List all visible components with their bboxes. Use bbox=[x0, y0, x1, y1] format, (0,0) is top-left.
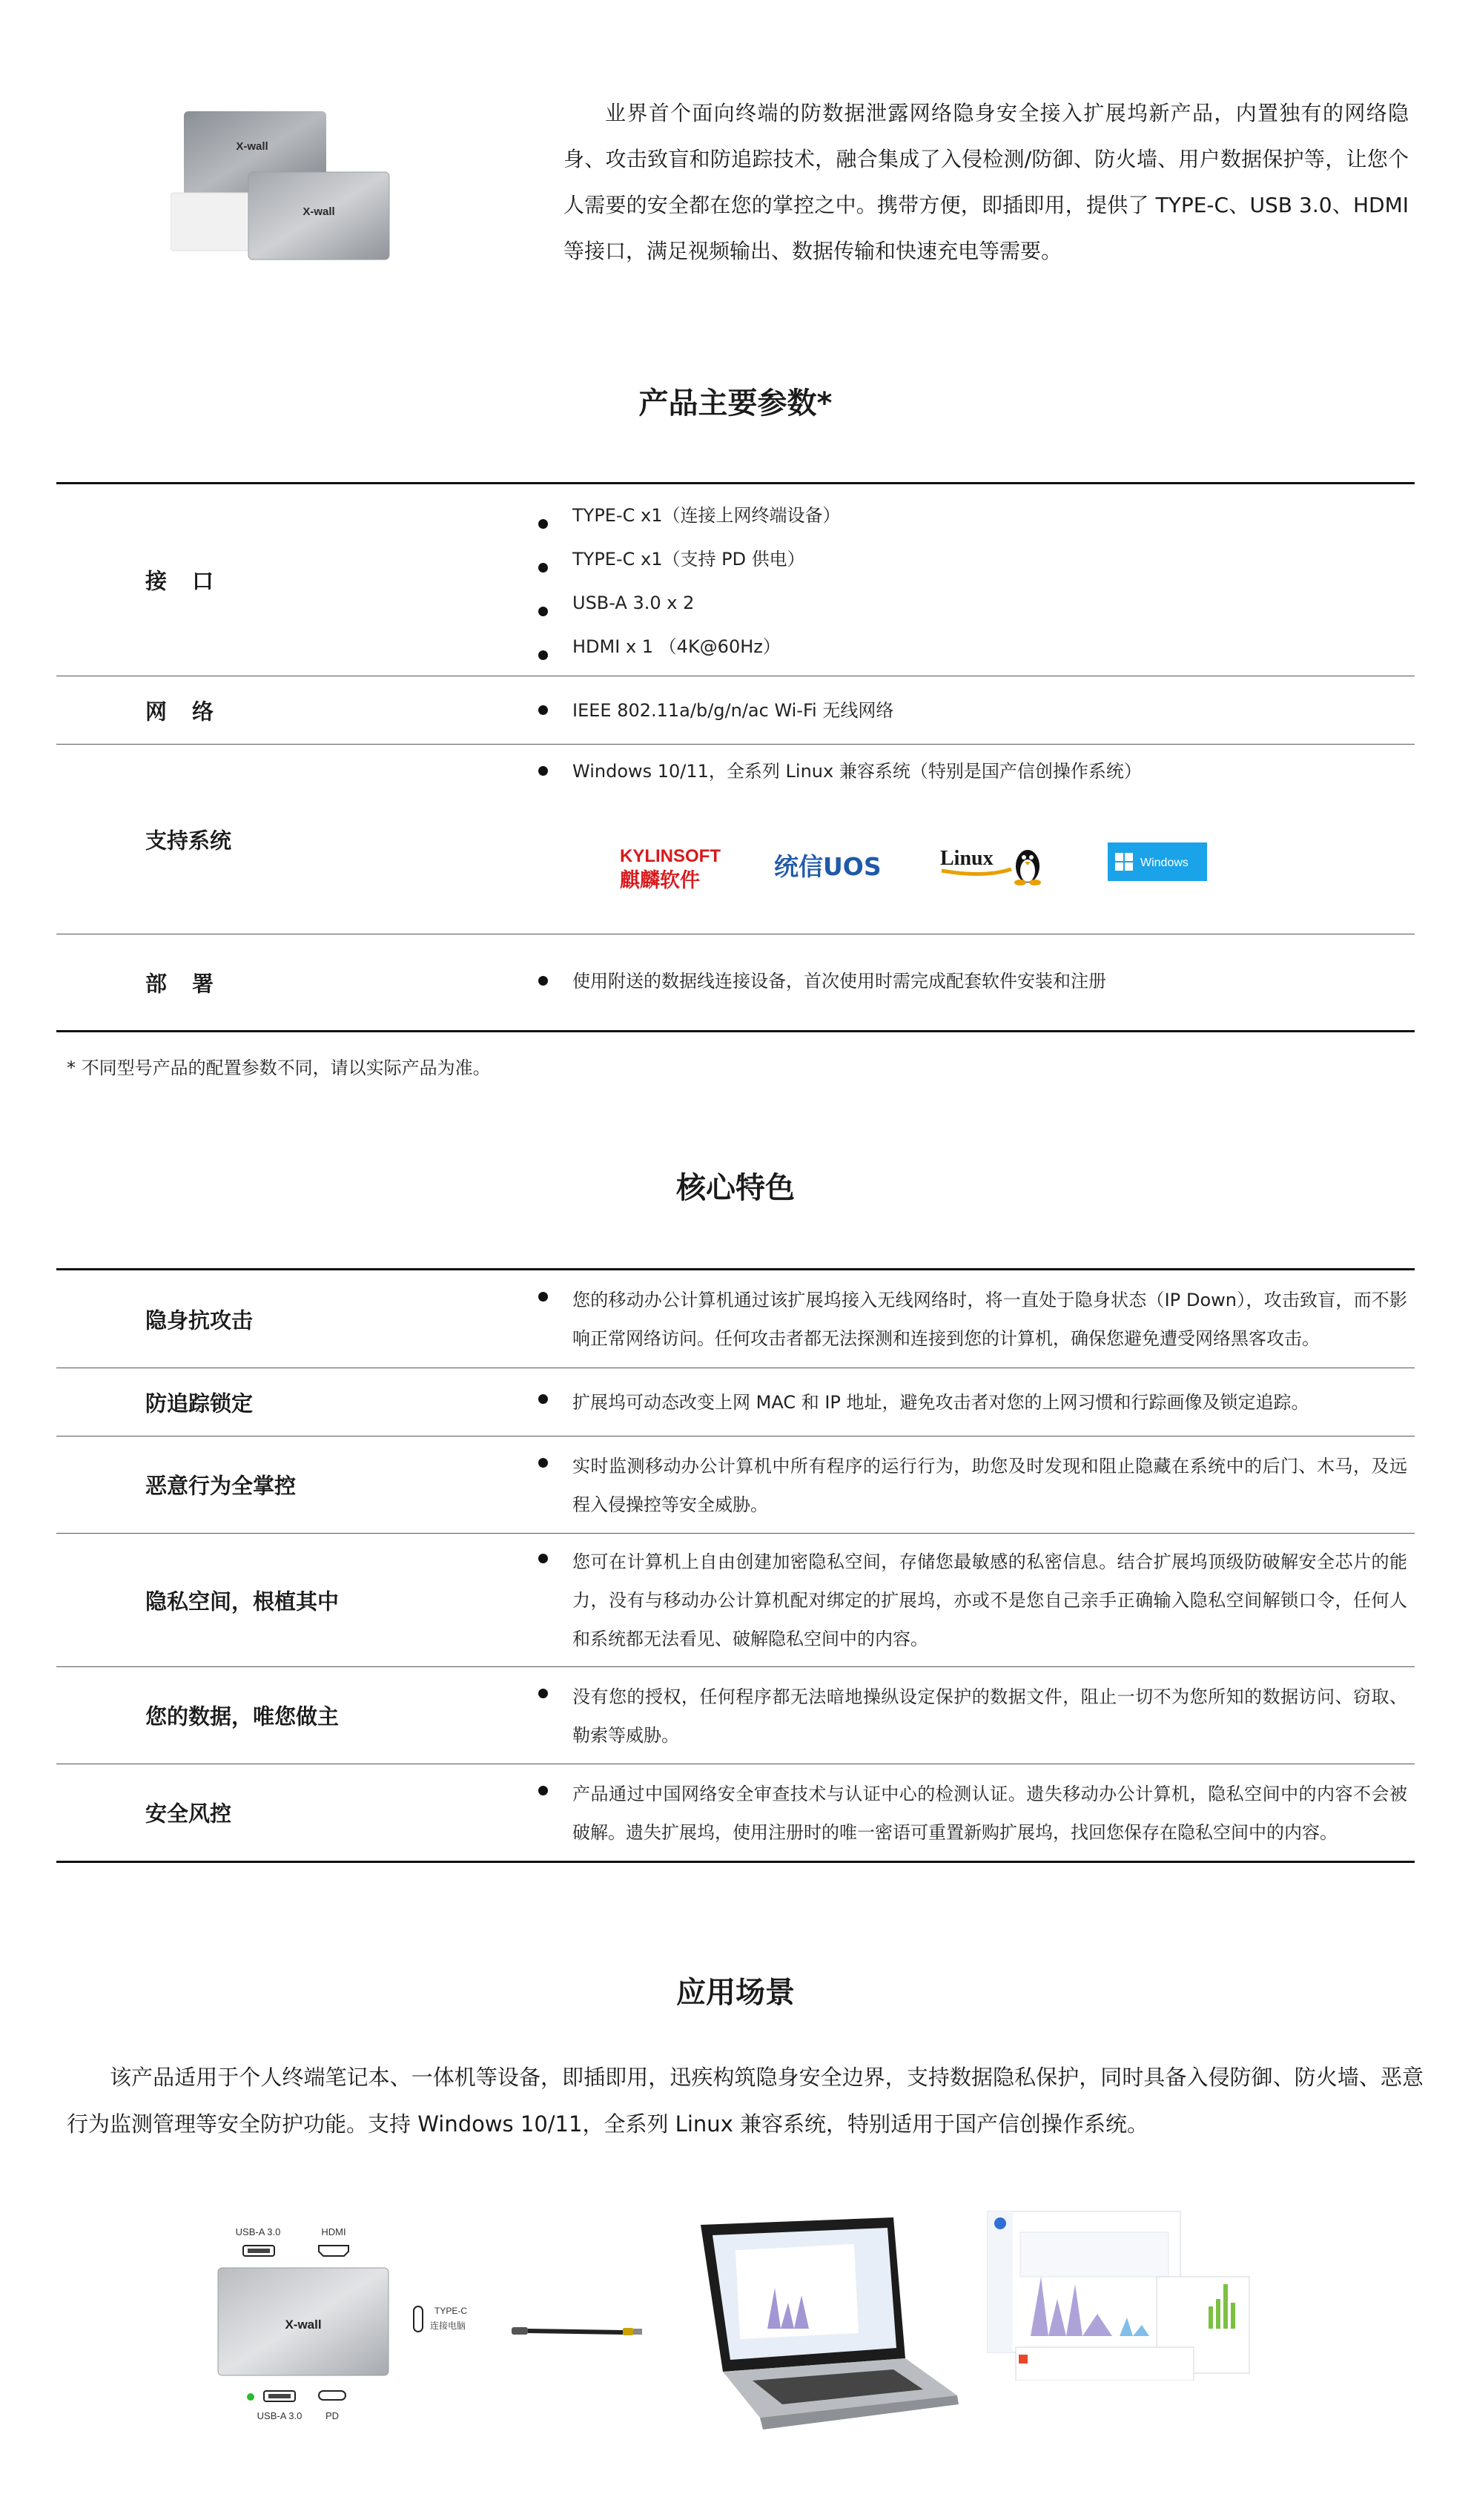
port-label-pd: PD bbox=[325, 2410, 340, 2421]
bullet-list bbox=[538, 502, 1407, 677]
params-title: 产品主要参数* bbox=[638, 386, 833, 420]
intro-paragraph: 业界首个面向终端的防数据泄露网络隐身安全接入扩展坞新产品，内置独有的网络隐身、攻击致盲和防追踪技术，融合集成了入侵检测/防御、防火墙、用户数据保护等，让您个人需要的安全都在您的掌控之中。携带方便，即插即用，提供了 TYPE-C、USB 3.0、HDMI 等接口，满足视频输出、数据传输和快速充电等需要。 bbox=[563, 101, 1409, 263]
list-item: 使用附送的数据线连接设备，首次使用时需完成配套软件安装和注册 bbox=[538, 968, 1407, 995]
scenarios-title: 应用场景 bbox=[676, 1976, 795, 2010]
bullet-list bbox=[538, 1775, 1407, 1852]
feature-row bbox=[56, 1368, 1415, 1436]
bullet-list bbox=[538, 1678, 1407, 1755]
list-item: 您的移动办公计算机通过该扩展坞接入无线网络时，将一直处于隐身状态（IP Down），攻击致盲，而不影响正常网络访问。任何攻击者都无法探测和连接到您的计算机，确保您避免遭受网络黑客攻击。 bbox=[538, 1281, 1407, 1358]
device-label: X-wall bbox=[285, 2318, 322, 2332]
port-label-usb-bottom: USB-A 3.0 bbox=[257, 2410, 303, 2421]
feature-row bbox=[56, 1666, 1415, 1764]
list-item: USB-A 3.0 x 2 bbox=[538, 590, 1407, 633]
params-label: 接口 bbox=[145, 568, 239, 594]
list-item: 没有您的授权，任何程序都无法暗地操纵设定保护的数据文件，阻止一切不为您所知的数据访问、窃取、勒索等威胁。 bbox=[538, 1678, 1407, 1755]
bullet-list bbox=[538, 1447, 1407, 1524]
params-footnote: * 不同型号产品的配置参数不同，请以实际产品为准。 bbox=[67, 1058, 491, 1078]
params-label: 支持系统 bbox=[145, 828, 232, 853]
params-row-deploy bbox=[56, 934, 1415, 1030]
port-label-hdmi: HDMI bbox=[321, 2226, 346, 2237]
feature-row bbox=[56, 1270, 1415, 1368]
windows-logo-text: Windows bbox=[1140, 857, 1189, 869]
kylin-logo-text-en: KYLINSOFT bbox=[620, 846, 721, 866]
params-table bbox=[56, 482, 1415, 1032]
typec-cable-image bbox=[512, 2320, 645, 2342]
scenarios-paragraph: 该产品适用于个人终端笔记本、一体机等设备，即插即用，迅疾构筑隐身安全边界，支持数据隐私保护，同时具备入侵防御、防火墙、恶意行为监测管理等安全防护功能。支持 Windows 10/11，全系列 Linux 兼容系统，特别适用于国产信创操作系统。 bbox=[67, 2065, 1424, 2137]
typec-label: TYPE-C bbox=[434, 2306, 468, 2316]
feature-label: 隐私空间，根植其中 bbox=[145, 1589, 340, 1614]
product-label-back: X-wall bbox=[236, 140, 268, 153]
feature-row bbox=[56, 1533, 1415, 1666]
features-table bbox=[56, 1268, 1415, 1863]
list-item: TYPE-C x1（连接上网终端设备） bbox=[538, 502, 1407, 546]
os-logos bbox=[538, 826, 1206, 893]
list-item: 实时监测移动办公计算机中所有程序的运行行为，助您及时发现和阻止隐藏在系统中的后门、木马，及远程入侵操控等安全威胁。 bbox=[538, 1447, 1407, 1524]
list-item: TYPE-C x1（支持 PD 供电） bbox=[538, 546, 1407, 590]
device-diagram bbox=[215, 2225, 526, 2440]
list-item: 产品通过中国网络安全审查技术与认证中心的检测认证。遗失移动办公计算机，隐私空间中的内容不会被破解。遗失扩展坞，使用注册时的唯一密语可重置新购扩展坞，找回您保存在隐私空间中的内容。 bbox=[538, 1775, 1407, 1852]
params-label: 网络 bbox=[145, 699, 239, 724]
kylin-logo bbox=[618, 841, 730, 893]
bullet-list bbox=[538, 1281, 1407, 1358]
linux-logo bbox=[939, 837, 1050, 888]
laptop-image bbox=[671, 2217, 960, 2432]
port-label-usb-top: USB-A 3.0 bbox=[235, 2226, 281, 2237]
software-screenshot bbox=[986, 2210, 1253, 2381]
bullet-list bbox=[538, 697, 1407, 724]
feature-label: 隐身抗攻击 bbox=[145, 1307, 254, 1333]
bullet-list bbox=[538, 1383, 1407, 1422]
features-title: 核心特色 bbox=[676, 1171, 795, 1205]
product-label-front: X-wall bbox=[303, 205, 335, 218]
typec-connect-label: 连接电脑 bbox=[430, 2321, 466, 2331]
feature-row bbox=[56, 1764, 1415, 1861]
list-item: Windows 10/11，全系列 Linux 兼容系统（特别是国产信创操作系统） bbox=[538, 758, 1407, 785]
uos-logo bbox=[774, 847, 900, 884]
list-item: HDMI x 1 （4K@60Hz） bbox=[538, 633, 1407, 677]
params-row-interface bbox=[56, 484, 1415, 676]
bullet-list bbox=[538, 1543, 1407, 1658]
windows-logo bbox=[1108, 842, 1207, 881]
list-item: IEEE 802.11a/b/g/n/ac Wi-Fi 无线网络 bbox=[538, 697, 1407, 724]
linux-logo-text: Linux bbox=[940, 847, 994, 870]
feature-label: 防追踪锁定 bbox=[145, 1391, 254, 1416]
params-row-os bbox=[56, 744, 1415, 934]
kylin-logo-text-cn: 麒麟软件 bbox=[620, 869, 700, 892]
feature-row bbox=[56, 1436, 1415, 1533]
list-item: 扩展坞可动态改变上网 MAC 和 IP 地址，避免攻击者对您的上网习惯和行踪画像及锁定追踪。 bbox=[538, 1383, 1407, 1422]
params-row-network bbox=[56, 676, 1415, 744]
bullet-list bbox=[538, 758, 1407, 785]
feature-label: 安全风控 bbox=[145, 1801, 232, 1827]
feature-label: 恶意行为全掌控 bbox=[145, 1473, 297, 1499]
bullet-list bbox=[538, 968, 1407, 995]
list-item: 您可在计算机上自由创建加密隐私空间，存储您最敏感的私密信息。结合扩展坞顶级防破解安全芯片的能力，没有与移动办公计算机配对绑定的扩展坞，亦或不是您自己亲手正确输入隐私空间解锁口令，任何人和系统都无法看见、破解隐私空间中的内容。 bbox=[538, 1543, 1407, 1658]
product-image bbox=[171, 104, 393, 263]
feature-label: 您的数据，唯您做主 bbox=[145, 1703, 340, 1729]
uos-logo-text: 统信UOS bbox=[774, 852, 882, 881]
params-label: 部署 bbox=[145, 971, 239, 996]
